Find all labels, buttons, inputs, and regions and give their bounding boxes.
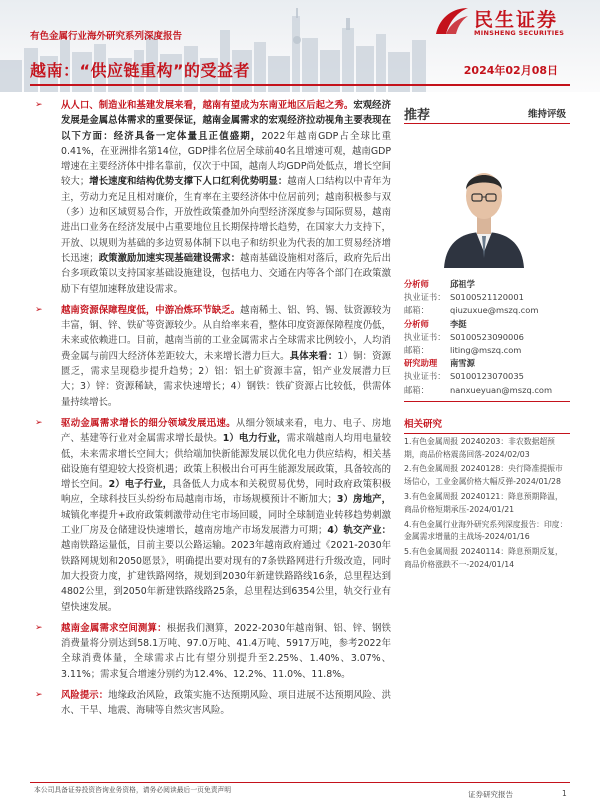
analyst-row [404, 357, 570, 370]
paragraph-text: 越南人口结构以中青年为主，劳动力充足且相对廉价，生育率在主要经济体中位居前列；越南积极参与双（多）边和区域贸易合作，开放性政策叠加外向型经济深度参与国际贸易，越南进出口业务在经济发展中占重要地位且长期保持增长趋势，在国家大力支持下，开放、以规则为基础的多边贸易体制下以电子和纺织业为代表的加工贸易经济增长迅速； [61, 176, 391, 264]
analyst-role: 分析师 [404, 279, 429, 289]
paragraph-text: 越南稀土、铝、钨、锡、钛资源较为丰富，铜、锌、铁矿等资源较少。从自给率来看，整体印度资源保障程度仍低，未来或依赖进口。目前，越南当前的工业金属需求占全球需求比例较小，人均消费金属与前四大经济体差距较大，未来增长潜力巨大。 [61, 304, 391, 362]
paragraph-highlight: 越南金属需求空间测算： [61, 622, 167, 634]
analyst-card [404, 278, 570, 318]
arrow-bullet-icon: ➢ [35, 304, 43, 315]
analyst-name: 李挺 [450, 318, 467, 329]
arrow-bullet-icon: ➢ [35, 100, 43, 110]
analyst-mail-label: 邮箱： [404, 384, 429, 395]
analyst-mail-label: 邮箱： [404, 305, 429, 316]
related-research-item[interactable]: 3.有色金属周报 20240121：降息预期降温，商品价格短期承压-2024/01/21 [404, 492, 563, 514]
arrow-bullet-icon: ➢ [35, 622, 43, 633]
logo-english: MINSHENG SECURITIES [474, 29, 565, 37]
paragraph-text: 地缘政治风险，政策实施不达预期风险、项目进展不达预期风险、洪水、干旱、地震、海啸等自然灾害风险。 [61, 689, 391, 717]
summary-paragraph [33, 621, 391, 682]
analyst-mail-label: 邮箱： [404, 345, 429, 356]
analyst-cert-label: 执业证书： [404, 371, 446, 382]
analyst-name: 邱祖学 [450, 279, 475, 289]
analyst-name: 南雪源 [450, 358, 475, 369]
report-title: 越南：“供应链重构”的受益者 [30, 61, 251, 80]
report-date: 2024年02月08日 [463, 64, 558, 77]
header-divider [30, 84, 570, 86]
footer-divider [30, 782, 570, 783]
report-series: 有色金属行业海外研究系列深度报告 [30, 31, 183, 42]
analyst-card [404, 318, 570, 358]
related-research-item[interactable]: 1.有色金属周报 20240203：非农数据超预期，商品价格震荡回落-2024/02/03 [404, 436, 555, 459]
footer-disclaimer-line: 本公司具备证券投资咨询业务资格，请务必阅读最后一页免责声明 [34, 786, 232, 794]
summary-paragraph [33, 303, 391, 410]
summary-column [33, 98, 391, 725]
paragraph-emphasis: 1）电力行业， [222, 433, 287, 445]
paragraph-emphasis: 2）电子行业， [108, 479, 173, 491]
footer-disclaimer [34, 786, 231, 795]
analyst-portrait-image [434, 140, 534, 268]
page-number: 1 [562, 789, 567, 798]
paragraph-emphasis: 3）房地产， [336, 494, 391, 506]
arrow-bullet-icon: ➢ [35, 417, 43, 428]
paragraph-text: 需求端越南人均用电量较低，未来需求增长空间大；供给端加快新能源发展以优化电力供应结构，相关基础设施有望迎较大投资机遇；政策上积极出台可再生能源发展政策，具备较高的增长空间。 [61, 433, 391, 491]
paragraph-text: 城镇化率提升+政府政策刺激带动住宅市场回暖，同时全球制造业转移趋势刺激工业厂房及仓储建设快速增长，越南房地产市场发展潜力可期； [61, 509, 391, 537]
minsheng-logo [432, 4, 582, 40]
related-research-item[interactable]: 5.有色金属周报 20240114：降息预期反复，商品价格涨跌不一-2024/01/14 [404, 547, 563, 569]
analyst-row [404, 318, 570, 331]
summary-paragraph [33, 688, 391, 719]
paragraph-highlight: 越南资源保障程度低，中游冶炼环节缺乏。 [61, 304, 241, 316]
paragraph-text: 从细分领域来看，电力、电子、房地产、基建等行业对金属需求增长最快。 [61, 417, 391, 445]
paragraph-emphasis: 增长速度和结构优势支撑下人口红利优势明显： [89, 176, 288, 188]
analyst-row [404, 331, 570, 344]
logo-chinese: 民生证券 [474, 9, 559, 31]
paragraph-text: 越南铁路运量低，目前主要以公路运输。2023年越南政府通过《2021-2030年铁路网规划和2050愿景》，明确提出要对现有的7条铁路网进行升级改造，同时加大投资力度，扩建铁路网络，规划到2030年新建铁路路线16条，总里程达到4802公里，到2050年新建铁路线路25条，总里程达到6354公里，轨交行业有望快速发展。 [61, 540, 391, 613]
analyst-cert: S0100523090006 [450, 331, 524, 342]
recommend-label: 推荐 [404, 108, 431, 123]
analyst-row [404, 304, 570, 317]
minsheng-logo-icon [432, 4, 470, 38]
related-research-title: 相关研究 [404, 416, 570, 434]
footer-report-type: 证券研究报告 [468, 790, 513, 799]
analyst-role: 分析师 [404, 318, 429, 329]
analyst-mail[interactable]: nanxueyuan@mszq.com [450, 384, 553, 395]
paragraph-text: 具备低人力成本和关税贸易优势，同时政府政策积极响应，全球科技巨头纷纷布局越南市场，市场规模预计不断加大； [61, 479, 391, 506]
paragraph-emphasis: 政策激励加速实现基础建设需求： [98, 252, 241, 264]
paragraph-emphasis: 宏观经济发展是金属总体需求的重要保证，越南金属需求的宏观经济拉动视角主要表现在以下方面：经济具备一定体量且正值盛期， [61, 100, 391, 142]
analyst-row [404, 344, 570, 357]
analyst-mail[interactable]: liting@mszq.com [450, 345, 522, 356]
related-research-list [404, 436, 570, 572]
analyst-role: 研究助理 [404, 358, 438, 369]
arrow-bullet-icon: ➢ [35, 689, 43, 700]
summary-paragraph [33, 416, 391, 615]
report-header [0, 0, 600, 92]
analyst-row [404, 291, 570, 304]
side-column [404, 98, 570, 572]
paragraph-text: 越南基础设施相对落后，政府先后出台多项政策以支持国家基础设施建设，包括电力、交通在内等各个部门在政策激励下有望加速释放建设需求。 [61, 252, 391, 295]
paragraph-highlight: 风险提示： [61, 689, 109, 701]
analyst-photo [434, 140, 534, 268]
summary-paragraph [33, 98, 391, 297]
paragraph-text: 根据我们测算，2022-2030年越南铜、铝、锌、钢铁消费量将分别达到58.1万吨、97.0万吨、41.4万吨、5917万吨，参考2022年全球消费体量，全球需求占比有望分别提升至2.25%、1.40%、3.07%、3.11%；需求复合增速分别约为12.4%、12.2%、11.0%、11.8%。 [61, 622, 391, 680]
paragraph-emphasis: 具体来看： [289, 350, 338, 362]
rating-row [404, 98, 570, 124]
paragraph-text: 2022年越南GDP占全球比重0.41%，在亚洲排名第14位，GDP排名位居全球前40名且增速可观，越南GDP增速在主要经济体中排名靠前，仅次于中国，越南人均GDP尚处低点，增长空间较大； [61, 130, 391, 188]
analyst-row [404, 384, 570, 397]
analyst-cert-label: 执业证书： [404, 292, 446, 303]
analyst-cert-label: 执业证书： [404, 331, 446, 342]
paragraph-emphasis: 4）轨交产业： [327, 525, 391, 537]
analyst-cert: S0100123070035 [450, 371, 524, 382]
rating-label: 维持评级 [527, 109, 566, 120]
analyst-card [404, 357, 570, 397]
analyst-row [404, 278, 570, 291]
paragraph-text: 1）铜：资源匮乏，需求呈现稳步提升趋势；2）铝：铝土矿资源丰富，铝产业发展潜力巨大；3）锌：资源稀缺，需求快速增长；4）钢铁：铁矿资源占比较低，供需体量持续增长。 [61, 350, 391, 408]
related-research-item[interactable]: 2.有色金属周报 20240128：央行降准提振市场信心，工业金属价格大幅反弹-2024/01/28 [404, 464, 563, 487]
paragraph-highlight: 从人口、制造业和基建发展来看，越南有望成为东南亚地区后起之秀。 [61, 100, 354, 111]
analyst-row [404, 370, 570, 383]
analyst-mail[interactable]: qiuzuxue@mszq.com [450, 305, 539, 316]
paragraph-highlight: 驱动金属需求增长的细分领域发展迅速。 [61, 417, 236, 429]
related-research-item[interactable]: 4.有色金属行业海外研究系列深度报告：印度：金属需求增量的主战场-2024/01/16 [404, 519, 568, 542]
analyst-list [404, 278, 570, 402]
analyst-cert: S0100521120001 [450, 292, 524, 303]
